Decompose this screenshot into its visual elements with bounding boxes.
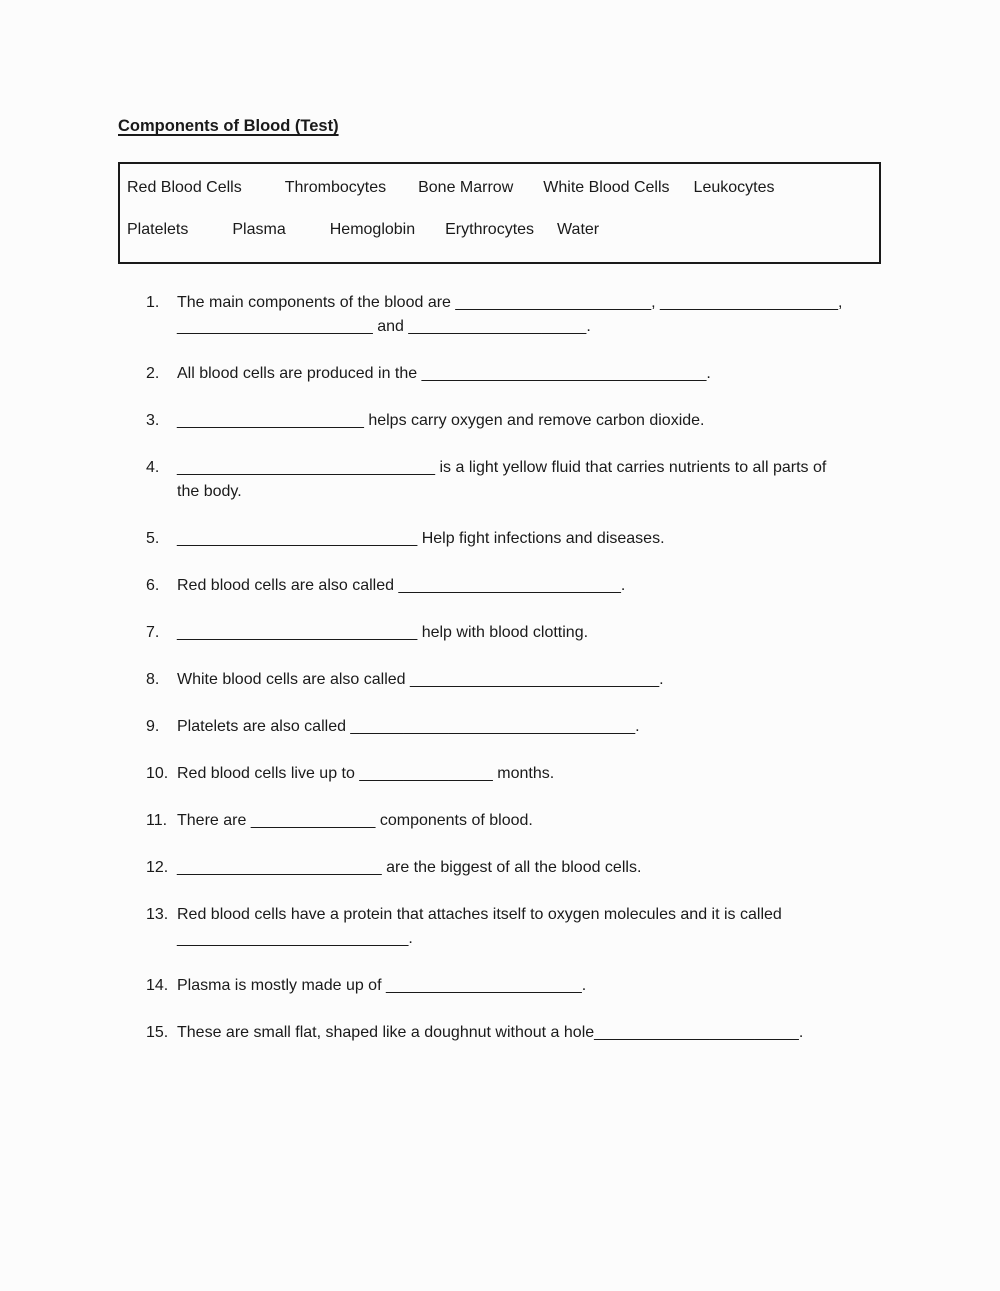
- word-bank-term: Water: [557, 221, 600, 238]
- question-number: 12.: [146, 859, 169, 876]
- word-bank-term: Red Blood Cells: [127, 179, 242, 196]
- question-10: [118, 762, 882, 786]
- question-text: The main components of the blood are ______________________, ____________________,: [177, 294, 843, 311]
- word-bank-term: Platelets: [127, 221, 189, 238]
- question-6: [118, 574, 882, 598]
- question-number: 6.: [146, 577, 160, 594]
- question-text: _______________________ are the biggest of all the blood cells.: [177, 859, 642, 876]
- question-number: 9.: [146, 718, 160, 735]
- question-text: White blood cells are also called ____________________________.: [177, 671, 664, 688]
- page-title: Components of Blood (Test): [118, 117, 339, 135]
- question-14: [118, 974, 882, 998]
- question-text: These are small flat, shaped like a doughnut without a hole_______________________.: [177, 1024, 804, 1041]
- question-number: 8.: [146, 671, 160, 688]
- question-1: [118, 291, 882, 339]
- question-number: 11.: [146, 812, 168, 829]
- word-bank-row-2: [127, 218, 871, 242]
- question-8: [118, 668, 882, 692]
- question-list: [118, 291, 882, 1045]
- word-bank-term: Bone Marrow: [418, 179, 514, 196]
- question-11: [118, 809, 882, 833]
- question-number: 13.: [146, 906, 169, 923]
- question-number: 7.: [146, 624, 160, 641]
- question-text: _____________________ helps carry oxygen and remove carbon dioxide.: [177, 412, 705, 429]
- question-number: 2.: [146, 365, 160, 382]
- question-number: 5.: [146, 530, 160, 547]
- question-text: Red blood cells live up to _______________ months.: [177, 765, 555, 782]
- question-text: All blood cells are produced in the ________________________________.: [177, 365, 711, 382]
- question-text: _____________________________ is a light yellow fluid that carries nutrients to all parts of: [177, 459, 827, 476]
- question-12: [118, 856, 882, 880]
- question-2: [118, 362, 882, 386]
- question-5: [118, 527, 882, 551]
- word-bank-term: Plasma: [232, 221, 286, 238]
- question-text: __________________________.: [177, 930, 413, 947]
- question-number: 14.: [146, 977, 169, 994]
- word-bank-term: Hemoglobin: [329, 221, 416, 238]
- word-bank-term: White Blood Cells: [543, 179, 670, 196]
- word-bank-term: Leukocytes: [693, 179, 775, 196]
- word-bank-term: Erythrocytes: [445, 221, 535, 238]
- question-15: [118, 1021, 882, 1045]
- question-text: There are ______________ components of blood.: [177, 812, 533, 829]
- question-number: 10.: [146, 765, 169, 782]
- question-text: ___________________________ help with blood clotting.: [177, 624, 589, 641]
- question-text: the body.: [177, 483, 242, 500]
- question-7: [118, 621, 882, 645]
- question-13: [118, 903, 882, 951]
- question-text: Platelets are also called ________________________________.: [177, 718, 640, 735]
- question-number: 3.: [146, 412, 160, 429]
- question-number: 4.: [146, 459, 160, 476]
- word-bank-box: [118, 162, 881, 264]
- worksheet-content: [118, 116, 882, 1068]
- word-bank-term: Thrombocytes: [284, 179, 387, 196]
- question-3: [118, 409, 882, 433]
- question-9: [118, 715, 882, 739]
- question-text: ______________________ and ____________________.: [177, 318, 591, 335]
- question-text: Red blood cells have a protein that attaches itself to oxygen molecules and it is called: [177, 906, 782, 923]
- question-number: 1.: [146, 294, 160, 311]
- question-text: Plasma is mostly made up of ______________________.: [177, 977, 587, 994]
- question-text: Red blood cells are also called _________________________.: [177, 577, 626, 594]
- word-bank-row-1: [127, 176, 871, 200]
- question-number: 15.: [146, 1024, 169, 1041]
- question-text: ___________________________ Help fight infections and diseases.: [177, 530, 665, 547]
- question-4: [118, 456, 882, 504]
